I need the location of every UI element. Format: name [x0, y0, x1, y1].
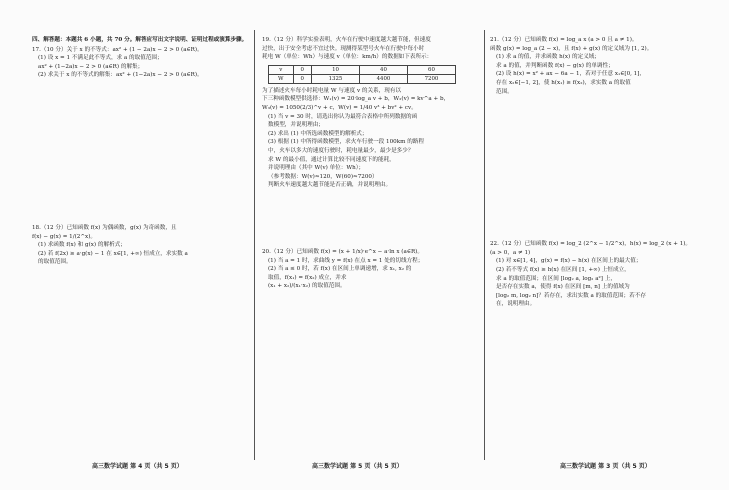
question-22-part-2c: 是否存在实数 a，使得 f(x) 在区间 [m, n] 上的值域为: [496, 284, 630, 291]
table-cell: 0: [293, 65, 311, 74]
question-20-part-1: (1) 当 a = 1 时，求曲线 y = f(x) 在点 x = 1 处的切线方程；: [268, 257, 424, 264]
question-20-part-2c: (x₁ + x₂)/(x₁·x₂) 的取值范围。: [268, 283, 346, 290]
question-21-part-2c: 范围。: [496, 88, 513, 95]
page-footer-middle: 高三数学试题 第 5 页（共 5 页）: [312, 463, 403, 470]
question-19-part-1: (1) 当 v = 30 时，请选出你认为最符合表格中所列数据的函: [268, 113, 418, 120]
question-21-part-2b: 存在 x₂∈[−1, 2]，使 h(x₁) ≥ f(x₂)，求实数 a 的取值: [496, 79, 631, 86]
section-heading: 四、解答题：本题共 6 小题，共 70 分。解答应写出文字说明、证明过程或演算步骤。: [32, 37, 248, 43]
question-17: [32, 46, 250, 80]
question-21-part-1b: 求 a 的值，并判断函数 f(x) − g(x) 的单调性；: [496, 62, 614, 69]
question-22-line-2: (a > 0，a ≠ 1): [490, 249, 531, 256]
column-divider-left: [254, 30, 255, 460]
question-19-title: 19.（12 分）科学实验表明，火车在行驶中速度越大越节能，但速度: [262, 37, 431, 43]
question-19-line-4: 为了描述火车每小时耗电量 W 与速度 v 的关系，现有以: [262, 87, 402, 94]
question-17-part-1b: ax² + (1−2a)x − 2 > 0 (a∈R) 的解集；: [38, 63, 144, 70]
question-22-title: 22.（12 分）已知函数 f(x) = log_2 (2^x − 1/2^x)，h(x) = log_2 (x + 1)。: [490, 241, 692, 248]
question-22-part-2: (2) 若不等式 f(x) ≥ h(x) 在区间 [1, +∞) 上恒成立，: [496, 266, 630, 273]
question-22-part-2d: [log₂ m, log₂ n]？若存在，求出实数 a 的取值范围；若不存: [496, 292, 646, 299]
question-18-equation: f(x) − g(x) = 1/(2^x)。: [32, 233, 96, 240]
table-row-header: [269, 65, 456, 74]
question-18-part-2: (2) 若 f(2x) ≥ a·g(x) − 1 在 x∈[1, +∞) 恒成立，求实数 a: [38, 250, 188, 257]
question-22-part-2b: 求 a 的取值范围；在区间 [log₂ a, log₂ a²] 上，: [496, 275, 616, 282]
table-cell: v: [269, 65, 294, 74]
answer-space: [490, 98, 700, 240]
table-cell: W: [269, 74, 294, 83]
table-cell: 10: [312, 65, 360, 74]
table-cell: 1325: [312, 74, 360, 83]
table-cell: 60: [407, 65, 455, 74]
table-cell: 4400: [359, 74, 407, 83]
exam-column-1: [32, 36, 250, 450]
answer-space: [262, 192, 480, 248]
question-21-title: 21.（12 分）已知函数 f(x) = log_a x (a > 0 且 a ≠ 1)。: [490, 37, 638, 43]
question-19-line-3: 耗电 W（单位：Wh）与速度 v（单位：km/h）的数据如下表所示：: [262, 54, 433, 61]
page-footer-left: 高三数学试题 第 4 页（共 5 页）: [92, 463, 183, 470]
question-18: [32, 224, 250, 267]
question-21-part-1: (1) 求 a 的值，并求函数 h(x) 的定义域；: [496, 54, 600, 61]
exam-column-3: [490, 36, 700, 450]
question-21: [490, 36, 700, 96]
question-19: [262, 36, 480, 190]
question-21-line-2: 函数 g(x) = log_a (2 − x)，且 f(x) + g(x) 的定义域为 [1, 2)。: [490, 45, 653, 52]
question-19-part-3: (3) 根据 (1) 中所得函数模型，求火车行驶一段 100km 的路程: [268, 139, 424, 146]
question-19-part-3b: 中，火车以多大的速度行驶时，耗电量最少，最少是多少？: [268, 147, 414, 154]
table-cell: 40: [359, 65, 407, 74]
column-divider-right: [484, 30, 485, 460]
question-18-title: 18.（12 分）已知函数 f(x) 为偶函数，g(x) 为奇函数，且: [32, 224, 177, 231]
table-cell: 7200: [407, 74, 455, 83]
answer-space: [32, 82, 250, 224]
question-20: [262, 248, 480, 291]
question-18-part-1: (1) 求函数 f(x) 和 g(x) 的解析式；: [38, 242, 126, 249]
page-footer-right: 高三数学试题 第 3 页（共 5 页）: [560, 463, 651, 470]
question-19-line-2: 过快，出于安全考虑不宜过快。现测得某型号火车在行驶中每小时: [262, 45, 425, 52]
question-19-part-3f: 判断火车速度越大越节能是否正确，并说明理由。: [268, 182, 392, 189]
question-18-part-2b: 的取值范围。: [38, 259, 72, 266]
exam-column-2: [262, 36, 480, 450]
question-19-line-5: 下三种函数模型供选择：W₁(v) = 20·log_a v + b，W₂(v) = kv^a + b，: [262, 96, 450, 103]
question-19-line-6: W₃(v) = 1050(2/3)^v + c，W(v) = 1/40 v³ + bv² + cv。: [262, 104, 417, 111]
question-22-part-1: (1) 对 x∈[1, 4]，g(x) = f(x) − h(x) 在区间上的最大值；: [496, 258, 642, 265]
question-19-part-3c: 求 W 的最小值，通过计算比较不同速度下的能耗，: [268, 156, 395, 163]
question-22-part-2e: 在，说明理由。: [496, 301, 536, 308]
question-22: [490, 240, 700, 309]
question-17-part-2: (2) 求关于 x 的不等式的解集：ax² + (1−2a)x − 2 > 0 (a∈R)。: [38, 72, 203, 79]
question-21-part-2: (2) 设 h(x) = x² + ax − 6a − 1，若对于任意 x₁∈[0, 1]，: [496, 71, 646, 78]
question-20-title: 20.（12 分）已知函数 f(x) = (x + 1/x)·e^x − a·ln x (a∈R)。: [262, 248, 423, 255]
question-20-part-2: (2) 当 a ≤ 0 时，若 f(x) 在区间上单调递增，求 x₁, x₂ 的: [268, 266, 412, 273]
table-row-values: [269, 74, 456, 83]
question-20-part-2b: 取值，f(x₁) = f(x₂) 成立，并求: [268, 274, 347, 281]
speed-power-table: [268, 65, 456, 84]
table-cell: 0: [293, 74, 311, 83]
question-19-part-3d: 并说明理由（其中 W(v) 单位：Wh）；: [268, 165, 365, 172]
question-19-part-1b: 数模型，并说明理由；: [268, 122, 324, 129]
question-17-title: 17.（10 分）关于 x 的不等式：ax² + (1 − 2a)x − 2 > 0 (a∈R)。: [32, 46, 203, 53]
question-17-part-1: (1) 设 x = 1 不满足此不等式，求 a 的取值范围；: [38, 55, 163, 62]
question-19-part-2: (2) 求出 (1) 中所选函数模型的解析式；: [268, 130, 368, 137]
question-19-part-3e: （参考数据：W(v)≈120，W(60)≈7200）: [268, 173, 378, 180]
